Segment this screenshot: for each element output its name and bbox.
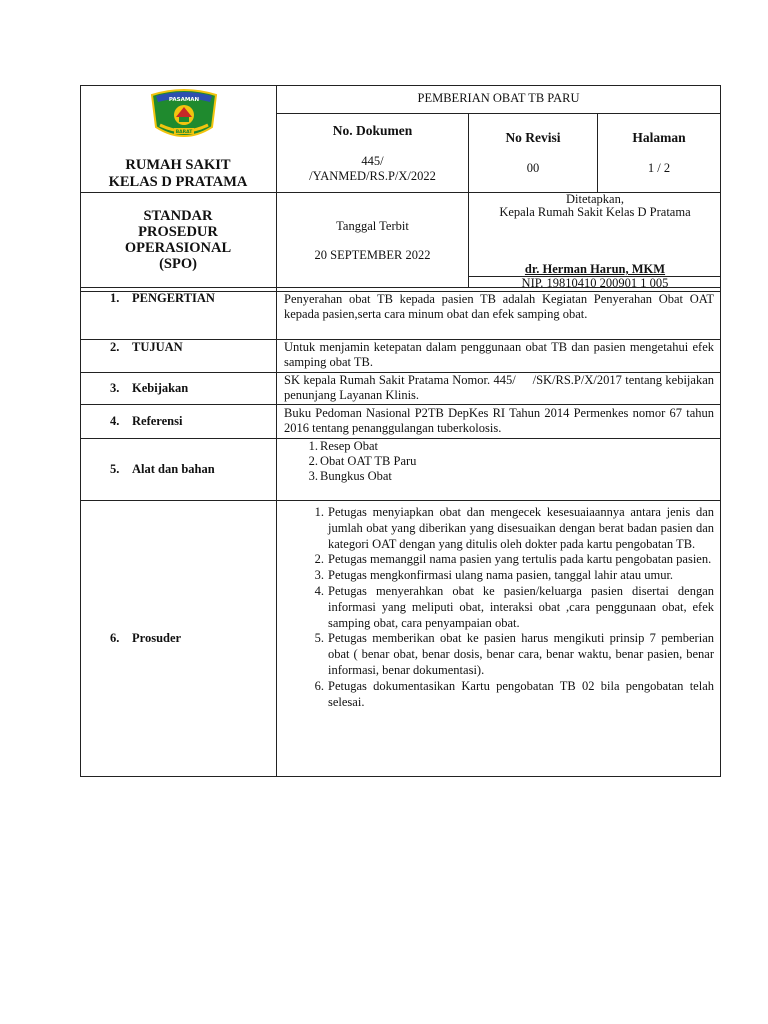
no-revisi-label: No Revisi bbox=[505, 130, 561, 145]
list-item bbox=[296, 454, 716, 469]
list-item bbox=[302, 679, 714, 711]
list-item bbox=[302, 631, 714, 678]
prosuder-list bbox=[302, 505, 714, 710]
section-label-text: PENGERTIAN bbox=[132, 291, 215, 305]
svg-text:PASAMAN: PASAMAN bbox=[168, 97, 200, 103]
tanggal-terbit-label: Tanggal Terbit bbox=[336, 219, 409, 233]
section-label-text: Alat dan bahan bbox=[132, 462, 215, 476]
halaman-value: 1 / 2 bbox=[647, 161, 671, 175]
kebijakan-text: SK kepala Rumah Sakit Pratama Nomor. 445/ /SK/RS.P/X/2017 tentang kebijakan penunjang Layanan Klinis. bbox=[284, 373, 718, 402]
no-dokumen-label: No. Dokumen bbox=[332, 123, 413, 138]
list-number: 4. bbox=[314, 583, 324, 598]
signer-nip: NIP. 19810410 200901 1 005 bbox=[521, 276, 669, 290]
list-item bbox=[296, 469, 716, 484]
halaman-label: Halaman bbox=[632, 130, 686, 145]
tujuan-text: Untuk menjamin ketepatan dalam penggunaan obat TB dan pasien mengetahui efek samping obat TB. bbox=[284, 340, 714, 369]
table-border bbox=[276, 113, 721, 114]
list-text: Obat OAT TB Paru bbox=[320, 454, 417, 468]
list-item bbox=[302, 584, 714, 631]
ditetapkan-label: Ditetapkan, bbox=[566, 192, 624, 206]
section-label-tujuan bbox=[80, 340, 276, 355]
list-text: Petugas menyiapkan obat dan mengecek kesesuaiaannya antara jenis dan jumlah obat yang diberikan yang disesuaikan dengan berat badan pasien dan kategori OAT dengan yang ditulis oleh dokter pada kartu pengobatan TB. bbox=[328, 505, 714, 551]
list-item bbox=[302, 552, 714, 568]
spo-line2: PROSEDUR bbox=[138, 224, 218, 240]
list-number: 3. bbox=[314, 568, 324, 583]
section-number: 6. bbox=[110, 631, 120, 645]
list-text: Petugas memberikan obat ke pasien harus mengikuti prinsip 7 pemberian obat ( benar obat, benar dosis, benar cara, benar waktu, benar pasien, benar informasi, benar dokumentasi). bbox=[328, 631, 714, 677]
kepala-rs-label: Kepala Rumah Sakit Kelas D Pratama bbox=[499, 205, 691, 219]
section-number: 3. bbox=[110, 381, 120, 395]
table-border bbox=[80, 85, 721, 86]
table-border bbox=[80, 776, 721, 777]
referensi-text: Buku Pedoman Nasional P2TB DepKes RI Tahun 2014 Permenkes nomor 67 tahun 2016 tentang penanggulangan tuberkolosis. bbox=[284, 406, 714, 435]
list-item bbox=[302, 505, 714, 552]
table-border bbox=[80, 404, 721, 405]
alat-list bbox=[296, 439, 716, 484]
hospital-logo-icon bbox=[146, 87, 222, 143]
section-label-referensi bbox=[80, 414, 276, 429]
list-text: Petugas memanggil nama pasien yang tertulis pada kartu pengobatan pasien. bbox=[328, 552, 712, 567]
section-label-text: TUJUAN bbox=[132, 340, 183, 354]
no-revisi-value: 00 bbox=[526, 161, 540, 175]
list-item bbox=[302, 568, 714, 584]
spo-line4: (SPO) bbox=[159, 256, 197, 272]
list-text: Bungkus Obat bbox=[320, 469, 392, 483]
list-number: 5. bbox=[314, 631, 324, 646]
spo-label bbox=[80, 208, 276, 272]
svg-text:BARAT: BARAT bbox=[175, 130, 193, 135]
hospital-name-line1: RUMAH SAKIT bbox=[125, 157, 231, 173]
section-label-alat bbox=[80, 462, 276, 477]
section-label-text: Referensi bbox=[132, 414, 183, 428]
section-label-prosuder bbox=[80, 631, 276, 646]
section-label-text: Kebijakan bbox=[132, 381, 189, 395]
document-title: PEMBERIAN OBAT TB PARU bbox=[417, 91, 580, 105]
section-number: 1. bbox=[110, 291, 120, 305]
list-number: 1. bbox=[308, 439, 318, 453]
list-text: Resep Obat bbox=[320, 439, 378, 453]
hospital-name-line2: KELAS D PRATAMA bbox=[108, 174, 248, 190]
list-text: Petugas mengkonfirmasi ulang nama pasien, tanggal lahir atau umur. bbox=[328, 568, 674, 583]
no-dokumen-line2: /YANMED/RS.P/X/2022 bbox=[309, 169, 436, 183]
list-number: 2. bbox=[308, 454, 318, 468]
list-number: 3. bbox=[308, 469, 318, 483]
section-number: 4. bbox=[110, 414, 120, 428]
list-number: 1. bbox=[314, 505, 324, 519]
pengertian-text: Penyerahan obat TB kepada pasien TB adalah Kegiatan Penyerahan Obat OAT kepada pasien,serta cara minum obat dan efek samping obat. bbox=[284, 292, 714, 321]
list-item bbox=[296, 439, 716, 454]
tanggal-terbit-value: 20 SEPTEMBER 2022 bbox=[314, 248, 431, 262]
table-border bbox=[597, 113, 598, 193]
list-text: Petugas dokumentasikan Kartu pengobatan TB 02 bila pengobatan telah selesai. bbox=[328, 678, 714, 709]
signer-name: dr. Herman Harun, MKM bbox=[524, 262, 666, 276]
list-text: Petugas menyerahkan obat ke pasien/keluarga pasien disertai dengan informasi yang meliputi obat, interaksi obat ,cara penggunaan obat, efek samping obat, cara penyampaian obat. bbox=[328, 583, 714, 630]
table-border bbox=[720, 85, 721, 777]
table-border bbox=[80, 500, 721, 501]
list-number: 6. bbox=[314, 678, 324, 693]
table-border bbox=[276, 85, 277, 777]
section-label-kebijakan bbox=[80, 381, 276, 396]
hospital-name bbox=[80, 157, 276, 191]
spo-line3: OPERASIONAL bbox=[124, 240, 232, 256]
no-dokumen-value bbox=[277, 154, 468, 184]
list-number: 2. bbox=[314, 552, 324, 567]
section-number: 5. bbox=[110, 462, 120, 476]
no-dokumen-line1: 445/ bbox=[361, 154, 384, 168]
section-label-pengertian bbox=[80, 291, 276, 306]
section-number: 2. bbox=[110, 340, 120, 354]
section-label-text: Prosuder bbox=[132, 631, 182, 645]
spo-line1: STANDAR bbox=[143, 208, 213, 224]
